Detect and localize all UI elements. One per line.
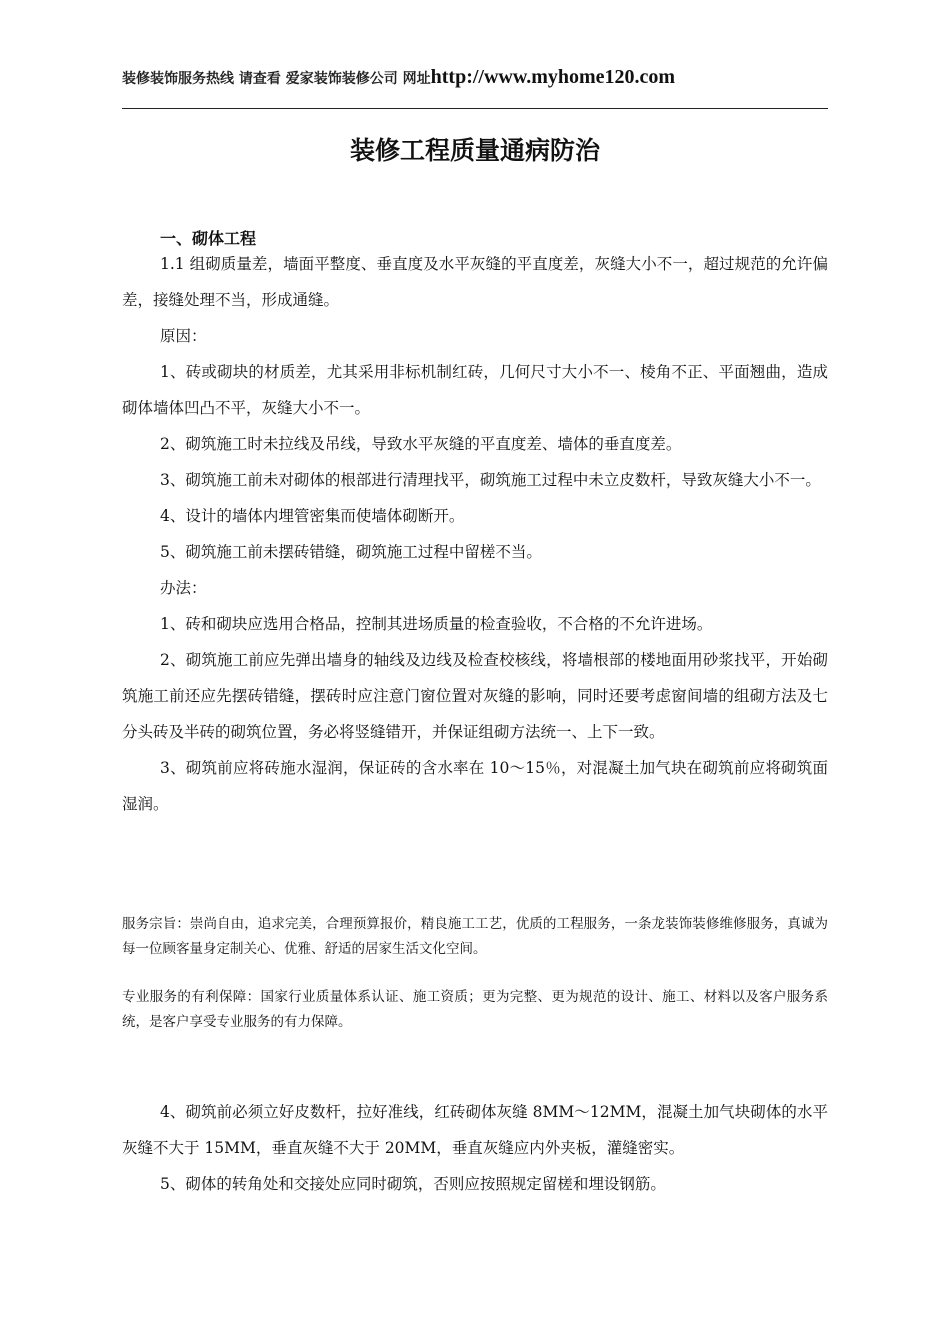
paragraph: 2、砌筑施工时未拉线及吊线，导致水平灰缝的平直度差、墙体的垂直度差。: [160, 435, 682, 453]
paragraph: 4、砌筑前必须立好皮数杆，拉好准线，红砖砌体灰缝 8MM～12MM，混凝土加气块砌体的水平灰缝不大于 15MM，垂直灰缝不大于 20MM，垂直灰缝应内外夹板，灌缝密实。: [122, 1103, 828, 1157]
paragraph: 3、砌筑施工前未对砌体的根部进行清理找平，砌筑施工过程中未立皮数杆，导致灰缝大小不一。: [160, 471, 821, 489]
document-title: 装修工程质量通病防治: [349, 136, 600, 165]
service-notes: [122, 912, 828, 1058]
paragraph: 4、设计的墙体内埋管密集而使墙体砌断开。: [160, 507, 465, 525]
paragraph: 原因：: [160, 327, 207, 345]
header-hotline-text: 装修装饰服务热线 请查看 爱家装饰装修公司 网址: [122, 71, 431, 87]
service-purpose-note: 服务宗旨：崇尚自由，追求完美，合理预算报价，精良施工工艺，优质的工程服务，一条龙装饰装修维修服务，真诚为每一位顾客量身定制关心、优雅、舒适的居家生活文化空间。: [122, 916, 828, 957]
paragraph: 3、砌筑前应将砖施水湿润，保证砖的含水率在 10～15％，对混凝土加气块在砌筑前应将砌筑面湿润。: [122, 759, 828, 813]
paragraph: 办法：: [160, 579, 207, 597]
header-url-link[interactable]: http://www.myhome120.com: [430, 66, 676, 88]
paragraph: 1、砖和砌块应选用合格品，控制其进场质量的检查验收，不合格的不允许进场。: [160, 615, 713, 633]
paragraph: 5、砌筑施工前未摆砖错缝，砌筑施工过程中留槎不当。: [160, 543, 542, 561]
paragraph: 2、砌筑施工前应先弹出墙身的轴线及边线及检查校核线，将墙根部的楼地面用砂浆找平，开始砌筑施工前还应先摆砖错缝，摆砖时应注意门窗位置对灰缝的影响，同时还要考虑窗间墙的组砌方法及七分头砖及半砖的砌筑位置，务必将竖缝错开，并保证组砌方法统一、上下一致。: [122, 651, 828, 741]
page-header: [122, 66, 828, 96]
service-guarantee-note: 专业服务的有利保障：国家行业质量体系认证、施工资质；更为完整、更为规范的设计、施工、材料以及客户服务系统，是客户享受专业服务的有力保障。: [122, 989, 828, 1030]
header-divider: [122, 108, 828, 109]
paragraph: 5、砌体的转角处和交接处应同时砌筑，否则应按照规定留槎和埋设钢筋。: [160, 1175, 666, 1193]
body-text-bottom: [122, 1094, 828, 1202]
body-text-top: [122, 246, 828, 822]
paragraph: 1.1 组砌质量差，墙面平整度、垂直度及水平灰缝的平直度差，灰缝大小不一，超过规范的允许偏差，接缝处理不当，形成通缝。: [122, 255, 828, 309]
section-heading: 一、砌体工程: [160, 229, 257, 248]
paragraph: 1、砖或砌块的材质差，尤其采用非标机制红砖，几何尺寸大小不一、棱角不正、平面翘曲，造成砌体墙体凹凸不平，灰缝大小不一。: [122, 363, 828, 417]
